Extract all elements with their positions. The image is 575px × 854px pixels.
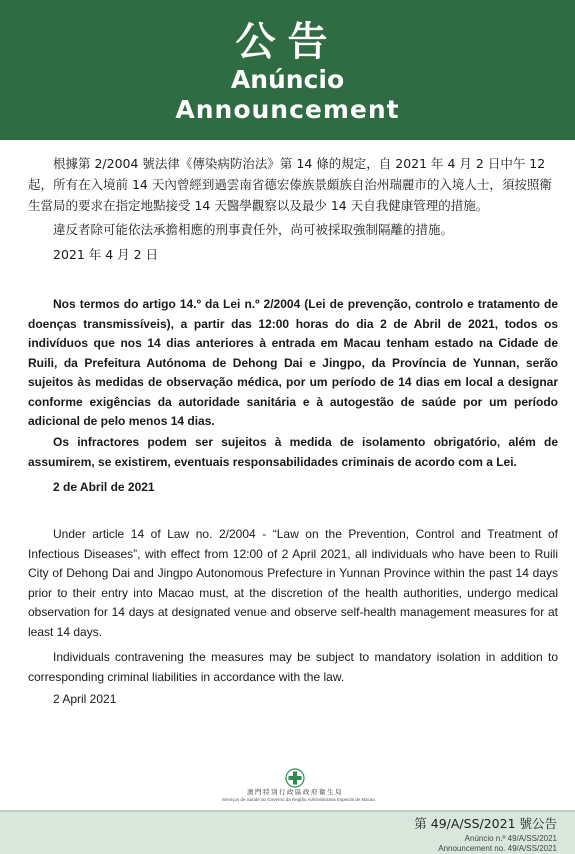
chinese-paragraph-1: 根據第 2/2004 號法律《傳染病防治法》第 14 條的規定，自 2021 年 4 月 2 日中午 12 起，所有在入境前 14 天內曾經到過雲南省德宏傣族景頗族自治州瑞麗市的入境人士，須按照衛生當局的要求在指定地點接受 14 天醫學觀察以及最少 14 天自我健康管理的措施。 [28,156,552,213]
reference-number-portuguese: Anúncio n.º 49/A/SS/2021 [464,834,557,843]
english-date: 2 April 2021 [53,692,117,706]
english-paragraph-2: Individuals contravening the measures may be subject to mandatory isolation in addition to corresponding criminal liabilities in accordance with the law. [28,650,558,684]
portuguese-paragraph-1: Nos termos do artigo 14.º da Lei n.º 2/2004 (Lei de prevenção, controlo e tratamento de doenças transmissíveis), a partir das 12:00 horas do dia 2 de Abril de 2021, todos os indivíduos que nos 14 dias anteriores à entrada em Macau tenham estado na Cidade de Ruili, da Prefeitura Autónoma de Dehong Dai e Jingpo, da Província de Yunnan, serão sujeitos às medidas de observação médica, por um período de 14 dias em local a designar conforme exigências da autoridade sanitária e à autogestão de saúde por um período adicional de pelo menos 14 dias. [28,297,558,428]
reference-footer [0,810,575,854]
logo-name-chinese: 澳門特別行政區政府衛生局 [247,788,343,796]
health-bureau-emblem-icon [284,768,306,788]
reference-number-english: Announcement no. 49/A/SS/2021 [438,844,557,853]
title-english: Announcement [175,95,400,124]
portuguese-paragraph-2: Os infractores podem ser sujeitos à medida de isolamento obrigatório, além de assumirem, se existirem, eventuais responsabilidades criminais de acordo com a Lei. [28,435,558,469]
chinese-date: 2021 年 4 月 2 日 [53,247,159,262]
logo-name-portuguese: Serviços de Saúde do Governo da Região Administrativa Especial de Macau [222,797,375,802]
portuguese-date: 2 de Abril de 2021 [53,480,155,494]
health-bureau-logo [222,768,375,803]
title-portuguese: Anúncio [230,65,345,94]
announcement-header [0,0,575,140]
title-chinese: 公告 [235,19,340,65]
english-paragraph-1: Under article 14 of Law no. 2/2004 - “Law on the Prevention, Control and Treatment of Infectious Diseases”, with effect from 12:00 of 2 April 2021, all individuals who have been to Ruili City of Dehong Dai and Jingpo Autonomous Prefecture in Yunnan Province within the past 14 days prior to their entry into Macao must, at the discretion of the health authorities, undergo medical observation for 14 days at designated venue and observe self-health management measures for at least 14 days. [28,527,558,639]
chinese-paragraph-2: 違反者除可能依法承擔相應的刑事責任外，尚可被採取強制隔離的措施。 [53,222,454,237]
reference-number-chinese: 第 49/A/SS/2021 號公告 [414,816,557,831]
